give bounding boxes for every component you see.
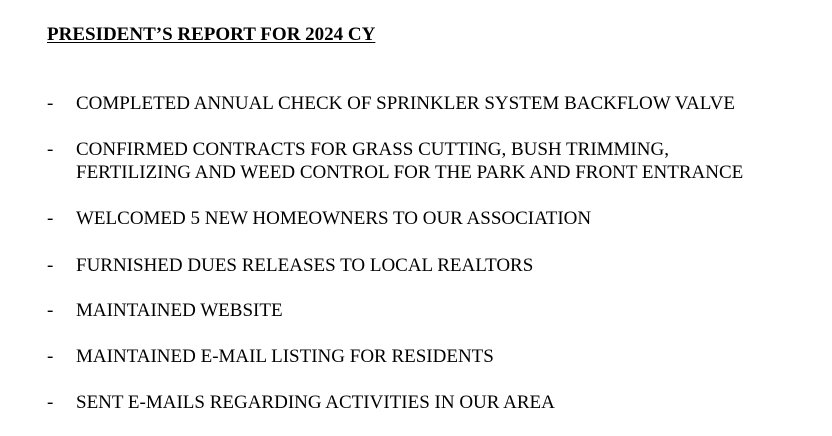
list-item-line: SENT E-MAILS REGARDING ACTIVITIES IN OUR AREA: [76, 392, 555, 413]
list-item-line: COMPLETED ANNUAL CHECK OF SPRINKLER SYSTEM BACKFLOW VALVE: [76, 93, 735, 114]
bullet-dash: -: [47, 346, 54, 367]
bullet-dash: -: [47, 208, 54, 229]
list-item-line: FURNISHED DUES RELEASES TO LOCAL REALTORS: [76, 255, 534, 276]
bullet-dash: -: [47, 139, 54, 160]
list-item-text: [76, 299, 828, 322]
list-item-line: WELCOMED 5 NEW HOMEOWNERS TO OUR ASSOCIATION: [76, 208, 592, 229]
list-item-line: MAINTAINED E-MAIL LISTING FOR RESIDENTS: [76, 346, 494, 367]
bullet-dash: -: [47, 300, 54, 321]
list-item-text: [76, 254, 828, 277]
list-item-text: [76, 138, 828, 184]
list-item-text: [76, 207, 828, 230]
report-title: PRESIDENT’S REPORT FOR 2024 CY: [47, 24, 376, 45]
list-item-text: [76, 391, 828, 414]
bullet-dash: -: [47, 392, 54, 413]
list-item-line: FERTILIZING AND WEED CONTROL FOR THE PARK AND FRONT ENTRANCE: [76, 162, 744, 183]
list-item-text: [76, 92, 828, 115]
list-item-line: CONFIRMED CONTRACTS FOR GRASS CUTTING, BUSH TRIMMING,: [76, 139, 669, 160]
bullet-dash: -: [47, 93, 54, 114]
list-item-text: [76, 345, 828, 368]
list-item-line: MAINTAINED WEBSITE: [76, 300, 283, 321]
bullet-dash: -: [47, 255, 54, 276]
